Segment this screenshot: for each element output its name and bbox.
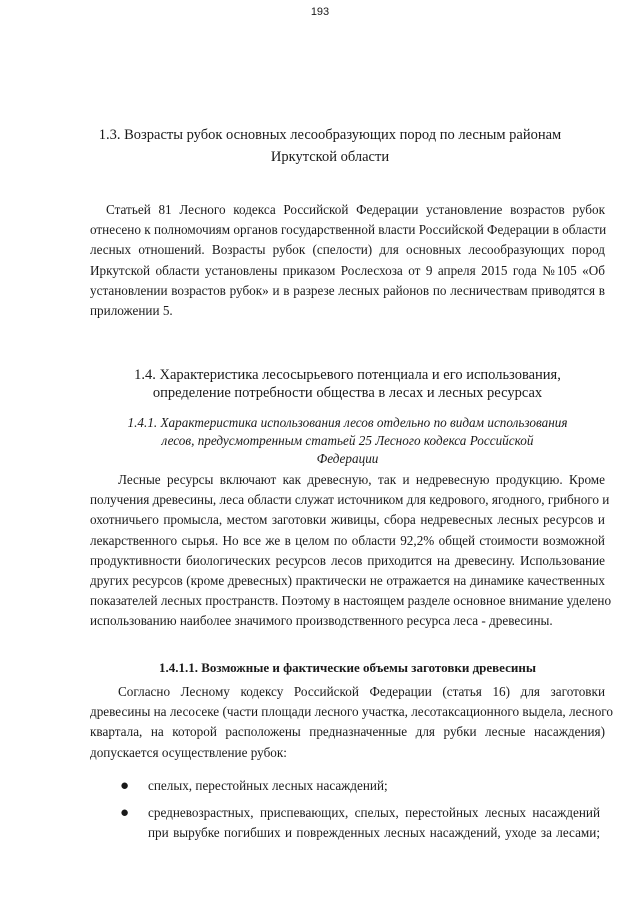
section-1-4-title-line2: определение потребности общества в лесах и лесных ресурсах — [152, 385, 543, 401]
paragraph-2-line: получения древесины, леса области служат источником для кедрового, ягодного, грибного и — [90, 492, 610, 508]
section-1-4-title-line1: 1.4. Характеристика лесосырьевого потенциала и его использования, — [134, 367, 561, 383]
section-1-4-1-1-heading: 1.4.1.1. Возможные и фактические объемы заготовки древесины — [158, 660, 537, 675]
bullet-icon: ● — [120, 778, 130, 794]
list-item-line: средневозрастных, приспевающих, спелых, перестойных лесных насаждений — [148, 804, 600, 820]
paragraph-3-line: допускается осуществление рубок: — [90, 744, 287, 760]
paragraph-1-line: Статьей 81 Лесного кодекса Российской Федерации установление возрастов рубок — [106, 202, 605, 217]
section-1-3-heading — [60, 124, 600, 168]
bullet-list — [120, 776, 600, 850]
paragraph-1 — [90, 200, 605, 321]
list-item — [120, 776, 600, 797]
paragraph-2-line: Лесные ресурсы включают как древесную, так и недревесную продукцию. Кроме — [118, 472, 605, 487]
paragraph-2-line: лекарственного сырья. Но все же в целом по области 92,2% общей стоимости возможной — [90, 532, 605, 548]
paragraph-1-line: лесных отношений. Возрасты рубок (спелости) для основных лесообразующих пород — [90, 242, 605, 258]
paragraph-2 — [90, 470, 612, 632]
section-1-4-1-line1: 1.4.1. Характеристика использования лесов отдельно по видам использования — [127, 415, 568, 430]
paragraph-3-line: Согласно Лесному кодексу Российской Федерации (статья 16) для заготовки — [118, 684, 605, 699]
paragraph-1-line: отнесено к полномочиям органов государственной власти Российской Федерации в области — [90, 222, 607, 238]
paragraph-3 — [90, 682, 613, 763]
paragraph-1-line: установлении возрастов рубок» и в разрезе лесных районов по лесничествам приводятся в — [90, 282, 605, 298]
paragraph-2-line: других ресурсов (кроме древесных) практически не отражается на динамике качественных — [90, 573, 605, 589]
section-1-4-heading — [90, 364, 605, 400]
paragraph-2-line: продуктивности биологических ресурсов лесов приходится на древесину. Использование — [90, 552, 605, 568]
list-item — [120, 803, 600, 844]
paragraph-2-line: показателей лесных пространств. Поэтому в настоящем разделе основное внимание уделено — [90, 593, 612, 609]
paragraph-1-line: приложении 5. — [90, 303, 173, 319]
paragraph-3-line: квартала, на которой расположены предназначенные для рубки лесные насаждения) — [90, 724, 605, 740]
section-1-3-title-line1: 1.3. Возрасты рубок основных лесообразующих пород по лесным районам — [98, 127, 562, 143]
list-item-line: при вырубке погибших и поврежденных лесных насаждений, уходе за лесами; — [148, 825, 600, 840]
section-1-4-1-line3: Федерации — [316, 451, 379, 466]
paragraph-3-line: древесины на лесосеке (части площади лесного участка, лесотаксационного выдела, лесного — [90, 704, 613, 720]
list-item-line: спелых, перестойных лесных насаждений; — [148, 778, 388, 793]
section-1-4-1-line2: лесов, предусмотренным статьей 25 Лесного кодекса Российской — [161, 433, 534, 448]
page-number: 193 — [310, 6, 330, 18]
paragraph-1-line: Иркутской области установлены приказом Рослесхоза от 9 апреля 2015 года №105 «Об — [90, 262, 605, 278]
section-1-3-title-line2: Иркутской области — [270, 149, 390, 165]
paragraph-2-line: охотничьего промысла, местом заготовки живицы, сбора недревесных лесных ресурсов и — [90, 512, 605, 528]
paragraph-2-line: использованию наиболее значимого производственного ресурса леса - древесины. — [90, 613, 553, 629]
section-1-4-1-heading — [90, 414, 605, 468]
bullet-icon: ● — [120, 804, 130, 821]
